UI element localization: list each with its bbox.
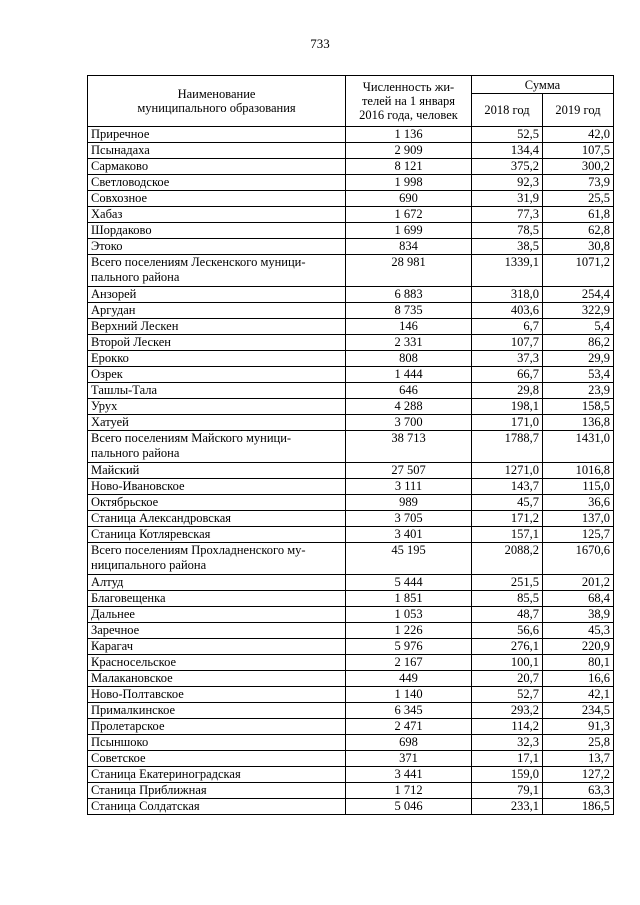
municipality-name	[88, 255, 346, 287]
municipality-name-line: Всего поселениям Майского муници-	[91, 431, 292, 445]
table-row	[88, 703, 614, 719]
sum-2019-cell: 136,8	[543, 415, 614, 431]
sum-2019-cell: 62,8	[543, 223, 614, 239]
sum-2018-cell: 56,6	[472, 623, 543, 639]
municipality-name: Аргудан	[88, 303, 346, 319]
sum-2019-cell: 254,4	[543, 287, 614, 303]
municipality-name: Прималкинское	[88, 703, 346, 719]
population-cell: 834	[346, 239, 472, 255]
population-cell: 3 441	[346, 767, 472, 783]
table-row	[88, 479, 614, 495]
population-cell: 6 883	[346, 287, 472, 303]
municipality-name: Псыншоко	[88, 735, 346, 751]
municipality-name-line: Всего поселениям Прохладненского му-	[91, 543, 306, 557]
table-row	[88, 351, 614, 367]
sum-2019-cell: 63,3	[543, 783, 614, 799]
sum-2019-cell: 30,8	[543, 239, 614, 255]
table-row	[88, 735, 614, 751]
sum-2019-cell: 80,1	[543, 655, 614, 671]
sum-2018-cell: 1271,0	[472, 463, 543, 479]
sum-2018-cell: 66,7	[472, 367, 543, 383]
sum-2019-cell: 36,6	[543, 495, 614, 511]
sum-2018-cell: 198,1	[472, 399, 543, 415]
sum-2018-cell: 157,1	[472, 527, 543, 543]
table-row	[88, 415, 614, 431]
sum-2019-cell: 5,4	[543, 319, 614, 335]
table-row	[88, 239, 614, 255]
municipality-name: Верхний Лескен	[88, 319, 346, 335]
municipality-name: Сармаково	[88, 159, 346, 175]
sum-2018-cell: 100,1	[472, 655, 543, 671]
header-name-line2: муниципального образования	[137, 101, 296, 115]
municipality-name: Светловодское	[88, 175, 346, 191]
table-row	[88, 191, 614, 207]
municipality-name: Второй Лескен	[88, 335, 346, 351]
population-cell: 3 705	[346, 511, 472, 527]
population-cell: 1 444	[346, 367, 472, 383]
page-number: 733	[310, 36, 330, 51]
sum-2018-cell: 107,7	[472, 335, 543, 351]
municipality-name: Октябрьское	[88, 495, 346, 511]
sum-2019-cell: 186,5	[543, 799, 614, 815]
sum-2018-cell: 20,7	[472, 671, 543, 687]
population-cell: 3 401	[346, 527, 472, 543]
sum-2019-cell: 125,7	[543, 527, 614, 543]
sum-2019-cell: 42,0	[543, 127, 614, 143]
sum-2019-cell: 25,8	[543, 735, 614, 751]
sum-2019-cell: 13,7	[543, 751, 614, 767]
table-row	[88, 175, 614, 191]
population-cell: 2 331	[346, 335, 472, 351]
sum-2018-cell: 114,2	[472, 719, 543, 735]
sum-2019-cell: 53,4	[543, 367, 614, 383]
population-cell: 28 981	[346, 255, 472, 287]
sum-2018-cell: 318,0	[472, 287, 543, 303]
municipality-name-line: ниципального района	[91, 558, 207, 572]
sum-2019-cell: 16,6	[543, 671, 614, 687]
table-row	[88, 687, 614, 703]
population-cell: 4 288	[346, 399, 472, 415]
municipality-name: Хабаз	[88, 207, 346, 223]
sum-2018-cell: 77,3	[472, 207, 543, 223]
table-row	[88, 303, 614, 319]
population-cell: 1 053	[346, 607, 472, 623]
population-cell: 1 712	[346, 783, 472, 799]
population-cell: 3 111	[346, 479, 472, 495]
sum-2019-cell: 91,3	[543, 719, 614, 735]
sum-2018-cell: 233,1	[472, 799, 543, 815]
sum-2018-cell: 92,3	[472, 175, 543, 191]
table-row	[88, 143, 614, 159]
sum-2019-cell: 220,9	[543, 639, 614, 655]
sum-2018-cell: 1339,1	[472, 255, 543, 287]
table-row	[88, 223, 614, 239]
sum-2019-cell: 29,9	[543, 351, 614, 367]
population-cell: 449	[346, 671, 472, 687]
table-row	[88, 799, 614, 815]
municipality-name: Станица Котляревская	[88, 527, 346, 543]
table-row	[88, 335, 614, 351]
table-row	[88, 127, 614, 143]
municipality-name: Малакановское	[88, 671, 346, 687]
municipality-name: Озрек	[88, 367, 346, 383]
sum-2018-cell: 1788,7	[472, 431, 543, 463]
sum-2019-cell: 1670,6	[543, 543, 614, 575]
table-row	[88, 399, 614, 415]
population-cell: 1 851	[346, 591, 472, 607]
table-row	[88, 751, 614, 767]
population-cell: 1 140	[346, 687, 472, 703]
municipality-name-line: Всего поселениям Лескенского муници-	[91, 255, 306, 269]
sum-2018-cell: 45,7	[472, 495, 543, 511]
population-cell: 8 121	[346, 159, 472, 175]
table-row	[88, 607, 614, 623]
sum-2018-cell: 32,3	[472, 735, 543, 751]
municipality-name: Ново-Ивановское	[88, 479, 346, 495]
sum-2018-cell: 78,5	[472, 223, 543, 239]
sum-2018-cell: 171,0	[472, 415, 543, 431]
municipality-name: Благовещенка	[88, 591, 346, 607]
table-row	[88, 287, 614, 303]
table-row-total	[88, 431, 614, 463]
municipality-name: Приречное	[88, 127, 346, 143]
sum-2018-cell: 48,7	[472, 607, 543, 623]
population-cell: 646	[346, 383, 472, 399]
population-cell: 38 713	[346, 431, 472, 463]
table-row	[88, 671, 614, 687]
municipality-name: Майский	[88, 463, 346, 479]
municipality-name: Шордаково	[88, 223, 346, 239]
table-row	[88, 575, 614, 591]
sum-2018-cell: 38,5	[472, 239, 543, 255]
municipality-name: Заречное	[88, 623, 346, 639]
population-cell: 5 046	[346, 799, 472, 815]
population-cell: 27 507	[346, 463, 472, 479]
sum-2019-cell: 45,3	[543, 623, 614, 639]
sum-2018-cell: 171,2	[472, 511, 543, 527]
sum-2019-cell: 158,5	[543, 399, 614, 415]
header-population-line2: телей на 1 января	[361, 94, 456, 108]
table-row	[88, 367, 614, 383]
population-cell: 2 167	[346, 655, 472, 671]
table-row	[88, 767, 614, 783]
sum-2019-cell: 137,0	[543, 511, 614, 527]
sum-2019-cell: 86,2	[543, 335, 614, 351]
header-population-line1: Численность жи-	[362, 80, 455, 94]
sum-2019-cell: 107,5	[543, 143, 614, 159]
population-cell: 2 471	[346, 719, 472, 735]
sum-2019-cell: 23,9	[543, 383, 614, 399]
population-cell: 5 976	[346, 639, 472, 655]
municipality-name: Станица Екатериноградская	[88, 767, 346, 783]
sum-2018-cell: 143,7	[472, 479, 543, 495]
municipality-name: Этоко	[88, 239, 346, 255]
municipality-name	[88, 543, 346, 575]
table-row	[88, 623, 614, 639]
municipality-name: Ташлы-Тала	[88, 383, 346, 399]
sum-2019-cell: 234,5	[543, 703, 614, 719]
municipality-name: Станица Александровская	[88, 511, 346, 527]
header-name-cell	[88, 76, 346, 127]
municipality-name: Алтуд	[88, 575, 346, 591]
sum-2019-cell: 68,4	[543, 591, 614, 607]
municipality-name: Псынадаха	[88, 143, 346, 159]
table-row	[88, 527, 614, 543]
table-row	[88, 655, 614, 671]
municipality-name: Станица Приближная	[88, 783, 346, 799]
table-header	[88, 76, 614, 127]
sum-2019-cell: 201,2	[543, 575, 614, 591]
sum-2019-cell: 322,9	[543, 303, 614, 319]
sum-2018-cell: 2088,2	[472, 543, 543, 575]
municipality-name-line: пального района	[91, 446, 180, 460]
population-cell: 698	[346, 735, 472, 751]
sum-2018-cell: 17,1	[472, 751, 543, 767]
population-cell: 146	[346, 319, 472, 335]
allocation-table	[87, 75, 614, 815]
sum-2018-cell: 134,4	[472, 143, 543, 159]
municipality-name: Ерокко	[88, 351, 346, 367]
sum-2019-cell: 61,8	[543, 207, 614, 223]
header-population-line3: 2016 года, человек	[359, 108, 458, 122]
header-sum: Сумма	[472, 76, 614, 94]
population-cell: 5 444	[346, 575, 472, 591]
sum-2019-cell: 300,2	[543, 159, 614, 175]
sum-2018-cell: 251,5	[472, 575, 543, 591]
sum-2019-cell: 73,9	[543, 175, 614, 191]
table-row	[88, 783, 614, 799]
population-cell: 3 700	[346, 415, 472, 431]
sum-2018-cell: 293,2	[472, 703, 543, 719]
population-cell: 1 672	[346, 207, 472, 223]
table-row	[88, 319, 614, 335]
municipality-name: Совхозное	[88, 191, 346, 207]
population-cell: 2 909	[346, 143, 472, 159]
table-row	[88, 591, 614, 607]
sum-2018-cell: 159,0	[472, 767, 543, 783]
table-body	[88, 127, 614, 815]
municipality-name: Анзорей	[88, 287, 346, 303]
header-year-2019: 2019 год	[543, 94, 614, 127]
table-row	[88, 159, 614, 175]
municipality-name: Советское	[88, 751, 346, 767]
sum-2018-cell: 375,2	[472, 159, 543, 175]
sum-2018-cell: 276,1	[472, 639, 543, 655]
municipality-name: Ново-Полтавское	[88, 687, 346, 703]
table-row	[88, 511, 614, 527]
sum-2018-cell: 403,6	[472, 303, 543, 319]
table-row	[88, 639, 614, 655]
municipality-name: Красносельское	[88, 655, 346, 671]
sum-2018-cell: 85,5	[472, 591, 543, 607]
municipality-name: Дальнее	[88, 607, 346, 623]
sum-2018-cell: 6,7	[472, 319, 543, 335]
population-cell: 808	[346, 351, 472, 367]
table-row-total	[88, 543, 614, 575]
sum-2019-cell: 1431,0	[543, 431, 614, 463]
table-row	[88, 207, 614, 223]
sum-2018-cell: 52,5	[472, 127, 543, 143]
municipality-name-line: пального района	[91, 270, 180, 284]
population-cell: 1 998	[346, 175, 472, 191]
sum-2019-cell: 1016,8	[543, 463, 614, 479]
sum-2018-cell: 79,1	[472, 783, 543, 799]
header-name-line1: Наименование	[177, 87, 256, 101]
table-row	[88, 495, 614, 511]
population-cell: 989	[346, 495, 472, 511]
sum-2019-cell: 127,2	[543, 767, 614, 783]
population-cell: 45 195	[346, 543, 472, 575]
sum-2018-cell: 37,3	[472, 351, 543, 367]
population-cell: 1 136	[346, 127, 472, 143]
sum-2019-cell: 25,5	[543, 191, 614, 207]
population-cell: 1 226	[346, 623, 472, 639]
table-row	[88, 719, 614, 735]
table-row	[88, 383, 614, 399]
sum-2019-cell: 38,9	[543, 607, 614, 623]
municipality-name: Хатуей	[88, 415, 346, 431]
table-row-total	[88, 255, 614, 287]
municipality-name	[88, 431, 346, 463]
sum-2019-cell: 42,1	[543, 687, 614, 703]
sum-2018-cell: 29,8	[472, 383, 543, 399]
header-year-2018: 2018 год	[472, 94, 543, 127]
sum-2018-cell: 52,7	[472, 687, 543, 703]
municipality-name: Урух	[88, 399, 346, 415]
population-cell: 8 735	[346, 303, 472, 319]
population-cell: 371	[346, 751, 472, 767]
population-cell: 6 345	[346, 703, 472, 719]
sum-2018-cell: 31,9	[472, 191, 543, 207]
table-row	[88, 463, 614, 479]
municipality-name: Карагач	[88, 639, 346, 655]
sum-2019-cell: 1071,2	[543, 255, 614, 287]
population-cell: 1 699	[346, 223, 472, 239]
municipality-name: Станица Солдатская	[88, 799, 346, 815]
sum-2019-cell: 115,0	[543, 479, 614, 495]
population-cell: 690	[346, 191, 472, 207]
header-population-cell	[346, 76, 472, 127]
municipality-name: Пролетарское	[88, 719, 346, 735]
